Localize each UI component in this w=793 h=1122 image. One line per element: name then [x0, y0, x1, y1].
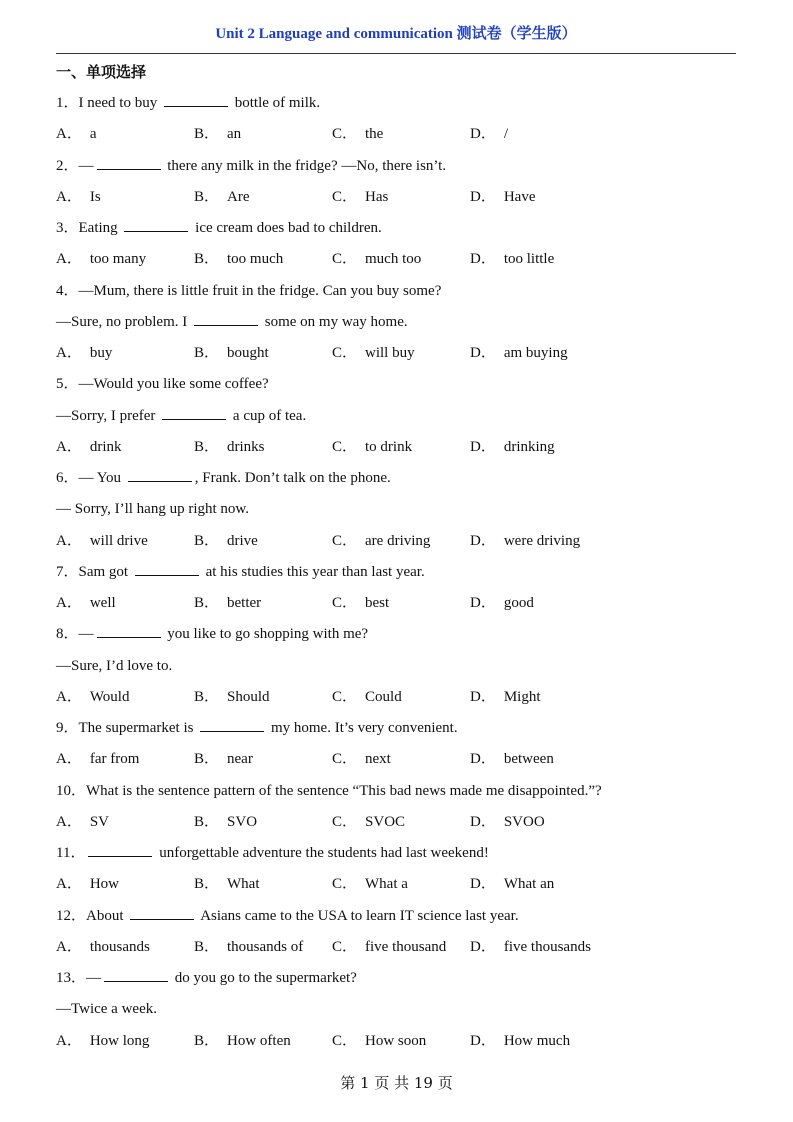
- question-stem: [56, 842, 746, 873]
- answer-blank: [162, 405, 226, 420]
- options-row: [56, 936, 746, 967]
- option-b: [194, 436, 265, 458]
- option-text: much too: [365, 251, 422, 268]
- option-letter: B．: [194, 345, 220, 361]
- option-letter: B．: [194, 1032, 220, 1049]
- option-letter: D．: [470, 938, 496, 955]
- option-letter: B．: [194, 813, 220, 830]
- option-b: [194, 748, 253, 770]
- option-text: too little: [503, 251, 555, 268]
- question-text: Asians came to the USA to learn IT science last year.: [197, 907, 519, 924]
- question-text: 3．Eating: [56, 220, 122, 236]
- option-c: [332, 248, 421, 270]
- answer-blank: [88, 842, 152, 857]
- option-text: drive: [227, 532, 258, 549]
- option-letter: D．: [470, 751, 496, 768]
- option-c: [332, 1030, 426, 1052]
- question-text: 2．—: [56, 157, 94, 174]
- question-stem: [56, 92, 746, 123]
- option-letter: D．: [470, 188, 496, 205]
- option-letter: D．: [470, 688, 496, 705]
- option-letter: D．: [470, 532, 496, 549]
- option-text: drinks: [227, 438, 265, 455]
- options-row: [56, 436, 746, 467]
- option-text: Is: [89, 188, 101, 205]
- question-text: a cup of tea.: [229, 407, 307, 424]
- question-stem: [56, 905, 746, 936]
- option-text: five thousands: [503, 938, 591, 955]
- option-text: Are: [227, 188, 250, 205]
- option-letter: A．: [56, 188, 82, 205]
- question-text: , Frank. Don’t talk on the phone.: [194, 470, 391, 486]
- option-letter: D．: [470, 345, 496, 361]
- option-d: [470, 936, 591, 958]
- answer-blank: [97, 623, 161, 638]
- option-a: [56, 186, 101, 208]
- answer-blank: [194, 311, 258, 326]
- option-d: [470, 686, 541, 708]
- question-text: — Sorry, I’ll hang up right now.: [56, 501, 250, 518]
- option-letter: D．: [470, 595, 496, 611]
- option-text: drink: [89, 438, 122, 455]
- option-letter: A．: [56, 938, 82, 955]
- option-text: SVOO: [503, 813, 545, 830]
- option-text: were driving: [503, 532, 581, 549]
- option-d: [470, 1030, 570, 1052]
- question-dialogue-line: [56, 655, 746, 686]
- option-text: Might: [503, 688, 541, 705]
- option-letter: D．: [470, 438, 496, 455]
- option-text: Would: [89, 688, 130, 705]
- question-text: bottle of milk.: [230, 95, 321, 111]
- option-text: to drink: [365, 438, 413, 455]
- question-dialogue-line: [56, 311, 746, 342]
- question-stem: [56, 373, 746, 404]
- question-stem: [56, 623, 746, 654]
- question-text: 12．About: [56, 907, 128, 924]
- option-letter: C．: [332, 876, 358, 893]
- question-text: there any milk in the fridge? —No, there isn’t.: [163, 157, 447, 174]
- question-stem: [56, 561, 746, 592]
- options-row: [56, 1030, 746, 1061]
- question-stem: [56, 967, 746, 998]
- option-letter: A．: [56, 688, 82, 705]
- question-text: 13．—: [56, 970, 102, 986]
- option-letter: C．: [332, 188, 358, 205]
- option-text: a: [89, 126, 97, 143]
- option-a: [56, 686, 129, 708]
- answer-blank: [135, 561, 199, 576]
- option-letter: B．: [194, 126, 220, 143]
- option-letter: A．: [56, 595, 82, 611]
- question-text: do you go to the supermarket?: [171, 970, 357, 986]
- option-letter: C．: [332, 345, 358, 361]
- option-text: drinking: [503, 438, 555, 455]
- question-dialogue-line: [56, 998, 746, 1029]
- question-dialogue-line: [56, 498, 746, 529]
- option-a: [56, 936, 150, 958]
- option-b: [194, 686, 270, 708]
- option-d: [470, 123, 508, 145]
- option-b: [194, 342, 269, 364]
- question-stem: [56, 155, 746, 186]
- answer-blank: [124, 217, 188, 232]
- question-text: 10．What is the sentence pattern of the sentence “This bad news made me disappointed.”?: [56, 782, 602, 799]
- option-letter: B．: [194, 188, 220, 205]
- option-c: [332, 873, 408, 895]
- question-text: some on my way home.: [260, 313, 408, 330]
- option-letter: A．: [56, 1032, 82, 1049]
- options-row: [56, 748, 746, 779]
- option-text: thousands: [89, 938, 150, 955]
- option-letter: D．: [470, 876, 496, 893]
- option-text: between: [503, 751, 554, 768]
- option-letter: C．: [332, 251, 358, 268]
- answer-blank: [104, 967, 168, 982]
- answer-blank: [128, 467, 192, 482]
- option-b: [194, 123, 241, 145]
- option-a: [56, 436, 122, 458]
- option-text: thousands of: [227, 938, 304, 955]
- option-letter: B．: [194, 251, 220, 268]
- option-d: [470, 748, 554, 770]
- answer-blank: [130, 905, 194, 920]
- option-letter: C．: [332, 813, 358, 830]
- question-text: you like to go shopping with me?: [163, 626, 369, 643]
- option-text: an: [227, 126, 242, 143]
- option-text: bought: [227, 345, 269, 361]
- option-text: Have: [503, 188, 536, 205]
- option-text: SVO: [227, 813, 258, 830]
- option-text: near: [227, 751, 253, 768]
- option-text: five thousand: [365, 938, 447, 955]
- option-letter: B．: [194, 751, 220, 768]
- option-letter: C．: [332, 938, 358, 955]
- option-b: [194, 592, 261, 614]
- answer-blank: [200, 717, 264, 732]
- option-text: How much: [503, 1032, 571, 1049]
- option-text: Has: [365, 188, 389, 205]
- option-d: [470, 186, 536, 208]
- option-text: too many: [89, 251, 147, 268]
- option-text: buy: [89, 345, 113, 361]
- option-letter: B．: [194, 438, 220, 455]
- option-text: SV: [89, 813, 110, 830]
- question-text: —Sure, no problem. I: [56, 313, 191, 330]
- options-row: [56, 592, 746, 623]
- option-c: [332, 686, 402, 708]
- option-letter: B．: [194, 938, 220, 955]
- option-c: [332, 748, 391, 770]
- question-text: 11．: [56, 845, 86, 861]
- option-text: How long: [89, 1032, 150, 1049]
- question-text: —Sure, I’d love to.: [56, 657, 173, 674]
- option-b: [194, 936, 303, 958]
- page-title: Unit 2 Language and communication 测试卷（学生版）: [215, 26, 577, 42]
- option-text: too much: [227, 251, 284, 268]
- option-letter: A．: [56, 438, 82, 455]
- option-text: far from: [89, 751, 140, 768]
- option-letter: B．: [194, 595, 220, 611]
- header-divider: [56, 53, 736, 54]
- option-text: What a: [365, 876, 408, 893]
- option-letter: D．: [470, 126, 496, 143]
- options-row: [56, 873, 746, 904]
- option-d: [470, 436, 555, 458]
- option-letter: D．: [470, 1032, 496, 1049]
- option-letter: D．: [470, 813, 496, 830]
- question-text: ice cream does bad to children.: [191, 220, 382, 236]
- option-d: [470, 248, 554, 270]
- question-text: —Sorry, I prefer: [56, 407, 160, 424]
- option-letter: A．: [56, 251, 82, 268]
- option-text: will buy: [365, 345, 415, 361]
- question-text: —Twice a week.: [56, 1001, 157, 1018]
- option-c: [332, 936, 446, 958]
- option-a: [56, 592, 116, 614]
- option-a: [56, 873, 119, 895]
- option-a: [56, 342, 112, 364]
- option-c: [332, 436, 412, 458]
- options-row: [56, 530, 746, 561]
- section-title: 一、单项选择: [56, 63, 147, 81]
- option-a: [56, 248, 146, 270]
- option-text: are driving: [365, 532, 431, 549]
- option-d: [470, 342, 568, 364]
- option-letter: C．: [332, 751, 358, 768]
- option-c: [332, 811, 405, 833]
- option-d: [470, 873, 554, 895]
- option-letter: C．: [332, 1032, 358, 1049]
- question-stem: [56, 217, 746, 248]
- option-a: [56, 123, 97, 145]
- option-c: [332, 123, 383, 145]
- options-row: [56, 342, 746, 373]
- option-text: Could: [365, 688, 402, 705]
- option-text: next: [365, 751, 391, 768]
- option-b: [194, 1030, 291, 1052]
- option-text: better: [227, 595, 262, 611]
- option-text: will drive: [89, 532, 148, 549]
- option-letter: A．: [56, 532, 82, 549]
- option-b: [194, 248, 283, 270]
- option-c: [332, 186, 388, 208]
- option-letter: C．: [332, 688, 358, 705]
- question-text: 9．The supermarket is: [56, 720, 198, 736]
- question-stem: [56, 467, 746, 498]
- option-text: How: [89, 876, 120, 893]
- options-row: [56, 686, 746, 717]
- option-c: [332, 530, 430, 552]
- question-stem: [56, 717, 746, 748]
- option-letter: A．: [56, 813, 82, 830]
- option-text: well: [89, 595, 116, 611]
- option-letter: B．: [194, 876, 220, 893]
- option-a: [56, 1030, 149, 1052]
- option-text: What an: [503, 876, 555, 893]
- option-letter: C．: [332, 532, 358, 549]
- option-text: How soon: [365, 1032, 427, 1049]
- option-text: SVOC: [365, 813, 406, 830]
- options-row: [56, 248, 746, 279]
- question-text: 6．— You: [56, 470, 125, 486]
- option-c: [332, 592, 389, 614]
- option-b: [194, 873, 260, 895]
- option-letter: A．: [56, 126, 82, 143]
- question-stem: [56, 780, 746, 811]
- option-c: [332, 342, 415, 364]
- option-letter: D．: [470, 251, 496, 268]
- page-number: 第 1 页 共 19 页: [340, 1074, 453, 1092]
- question-text: 4．—Mum, there is little fruit in the fridge. Can you buy some?: [56, 282, 442, 299]
- option-letter: C．: [332, 595, 358, 611]
- option-text: What: [227, 876, 260, 893]
- option-letter: B．: [194, 532, 220, 549]
- option-text: good: [503, 595, 534, 611]
- option-a: [56, 530, 148, 552]
- options-row: [56, 811, 746, 842]
- option-letter: B．: [194, 688, 220, 705]
- option-text: /: [503, 126, 509, 143]
- answer-blank: [164, 92, 228, 107]
- option-text: the: [365, 126, 384, 143]
- option-d: [470, 811, 545, 833]
- options-row: [56, 123, 746, 154]
- question-text: unforgettable adventure the students had last weekend!: [155, 845, 489, 861]
- option-text: How often: [227, 1032, 291, 1049]
- option-text: am buying: [503, 345, 568, 361]
- option-a: [56, 748, 139, 770]
- option-letter: A．: [56, 876, 82, 893]
- question-text: 1．I need to buy: [56, 95, 161, 111]
- option-letter: A．: [56, 345, 82, 361]
- option-b: [194, 186, 250, 208]
- option-letter: A．: [56, 751, 82, 768]
- question-text: 5．—Would you like some coffee?: [56, 376, 269, 393]
- question-list: [56, 92, 746, 1061]
- option-b: [194, 530, 258, 552]
- question-text: 7．Sam got: [56, 563, 132, 580]
- option-b: [194, 811, 257, 833]
- option-letter: C．: [332, 126, 358, 143]
- question-dialogue-line: [56, 405, 746, 436]
- question-stem: [56, 280, 746, 311]
- options-row: [56, 186, 746, 217]
- question-text: 8．—: [56, 626, 94, 643]
- option-text: Should: [227, 688, 270, 705]
- option-a: [56, 811, 109, 833]
- option-letter: C．: [332, 438, 358, 455]
- option-d: [470, 530, 580, 552]
- option-text: best: [365, 595, 390, 611]
- option-d: [470, 592, 534, 614]
- answer-blank: [97, 155, 161, 170]
- question-text: my home. It’s very convenient.: [267, 720, 458, 736]
- question-text: at his studies this year than last year.: [201, 563, 425, 580]
